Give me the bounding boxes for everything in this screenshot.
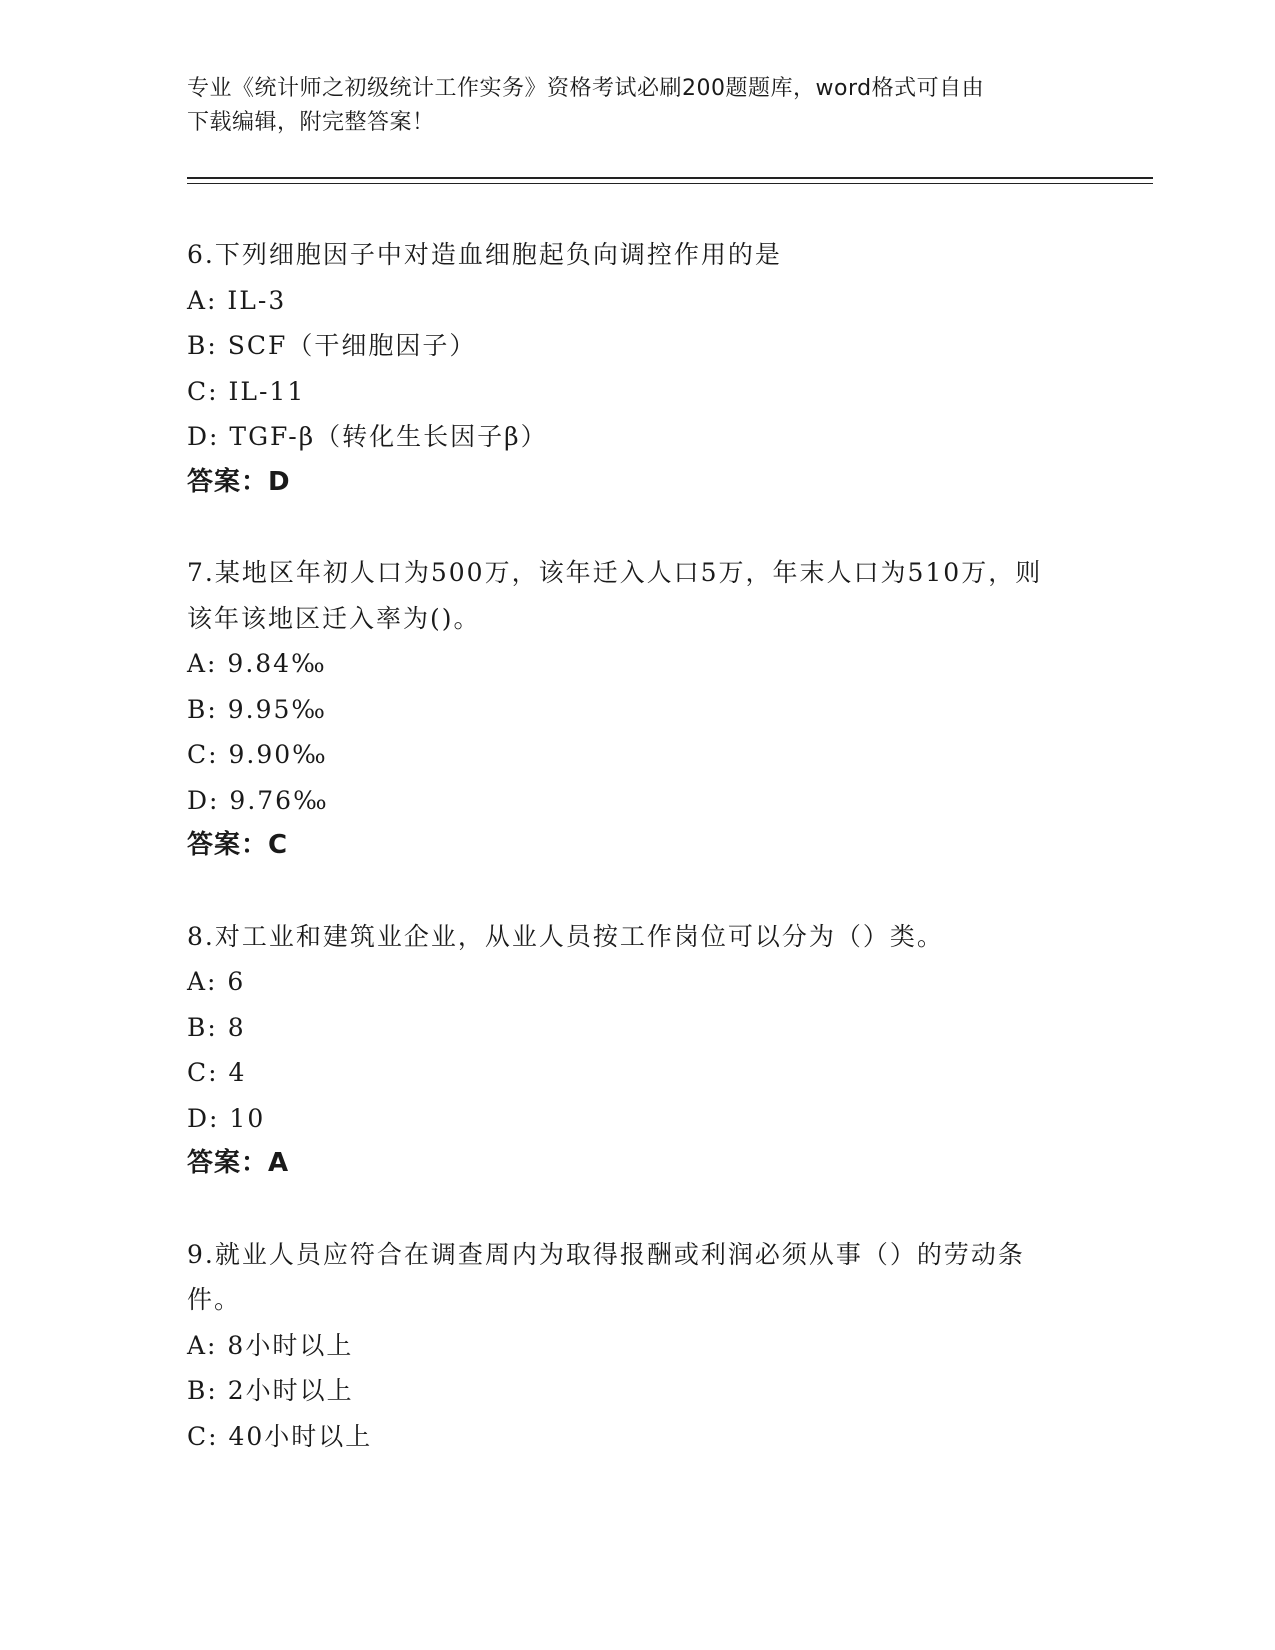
option-c: C: IL-11 (187, 376, 306, 406)
question-8 (187, 914, 1067, 1187)
answer-label: 答案：C (187, 830, 289, 860)
option-c: C: 9.90‰ (187, 740, 328, 769)
document-header (187, 72, 1067, 140)
question-9 (187, 1232, 1067, 1460)
header-divider-thin (187, 183, 1153, 184)
answer-label: 答案：A (187, 1148, 290, 1178)
option-a: A: 8小时以上 (187, 1330, 354, 1360)
option-d: D: TGF-β（转化生长因子β） (187, 422, 548, 451)
question-text: 6.下列细胞因子中对造血细胞起负向调控作用的是 (187, 240, 782, 269)
header-divider-thick (187, 177, 1153, 179)
answer-label: 答案：D (187, 466, 291, 497)
option-a: A: 6 (187, 967, 246, 996)
option-d: D: 9.76‰ (187, 785, 329, 815)
question-text: 7.某地区年初人口为500万，该年迁入人口5万，年末人口为510万，则该年该地区迁入率为()。 (187, 558, 1043, 633)
question-spacer (187, 1187, 1067, 1232)
option-b: B: SCF（干细胞因子） (187, 331, 477, 360)
option-c: C: 40小时以上 (187, 1421, 373, 1451)
question-spacer (187, 869, 1067, 914)
option-a: A: 9.84‰ (187, 649, 327, 678)
question-6 (187, 232, 1067, 505)
question-7 (187, 550, 1067, 869)
question-spacer (187, 505, 1067, 550)
question-text: 9.就业人员应符合在调查周内为取得报酬或利润必须从事（）的劳动条件。 (187, 1239, 1025, 1314)
question-text: 8.对工业和建筑业企业，从业人员按工作岗位可以分为（）类。 (187, 921, 944, 951)
option-c: C: 4 (187, 1058, 247, 1087)
header-line-2: 下载编辑，附完整答案！ (187, 110, 435, 135)
question-list (187, 232, 1067, 1459)
option-b: B: 9.95‰ (187, 694, 327, 724)
header-line-1: 专业《统计师之初级统计工作实务》资格考试必刷200题题库，word格式可自由 (187, 76, 985, 101)
option-b: B: 2小时以上 (187, 1376, 354, 1405)
option-d: D: 10 (187, 1103, 266, 1133)
option-b: B: 8 (187, 1012, 246, 1042)
option-a: A: IL-3 (187, 285, 287, 315)
